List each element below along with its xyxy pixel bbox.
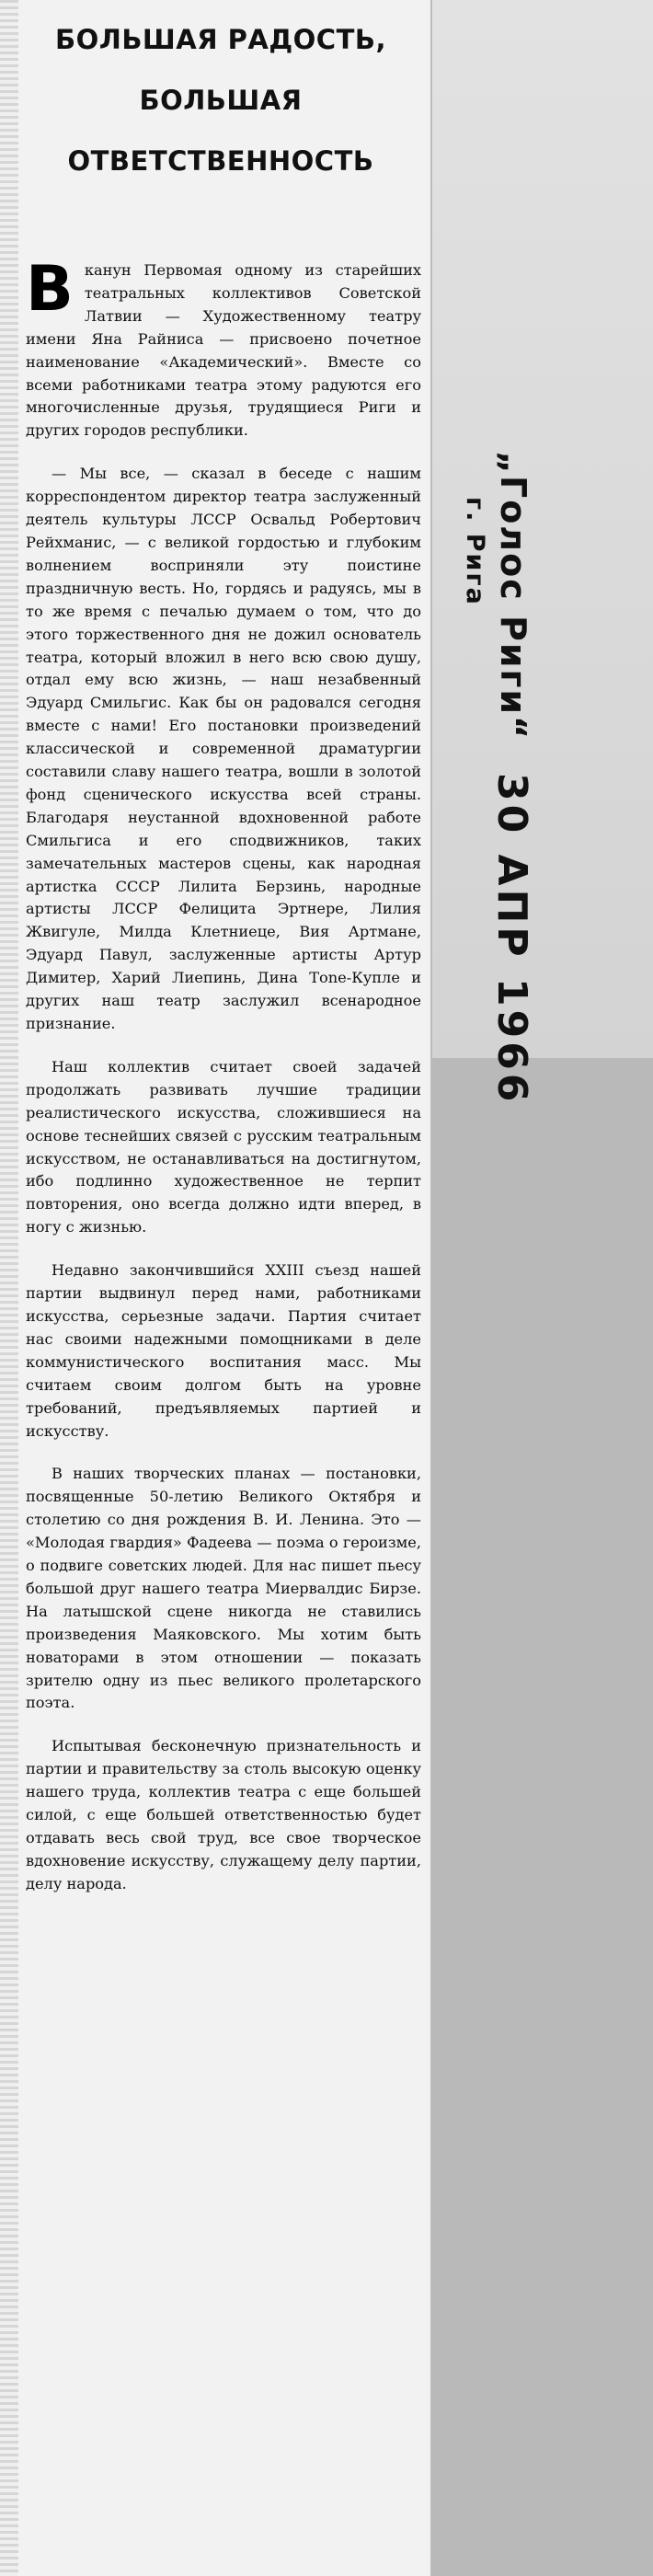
article-paragraph-2: — Мы все, — сказал в беседе с нашим корреспондентом директор театра заслуженный деятель культуры ЛССР Освальд Робертович Рейхманис, — с великой гордостью и глубоким волнением восприняли эту поистине праздничную весть. Но, гордясь и радуясь, мы в то же время с печалью думаем о том, что до этого торжественного дня не дожил основатель театра, который вложил в него всю свою душу, отдал ему всю жизнь, — наш незабвенный Эдуард Смильгис. Как бы он радовался сегодня вместе с нами! Его постановки произведений классической и современной драматургии составили славу нашего театра, вошли в золотой фонд сценического искусства всей страны. Благодаря неустанной вдохновенной работе Смильгиса и его сподвижников, таких замечательных мастеров сцены, как народная артистка СССР Лилита Берзинь, народные артисты ЛССР Фелицита Эртнере, Лилия Жвигуле, Милда Клетниеце, Вия Артмане, Эдуард Павул, заслуженные артисты Артур Димитер, Харий Лиепинь, Дина Тоne-Купле и других наш театр заслужил всенародное признание. — [26, 465, 421, 1032]
article-paragraph-4: Недавно закончившийся XXIII съезд нашей партии выдвинул перед нами, работниками искусства, серьезные задачи. Партия считает нас своими надежными помощниками в деле коммунистического воспитания масс. Мы считаем своим долгом быть на уровне требований, предъявляемых партией и искусству. — [26, 1261, 421, 1440]
clipping-edge-stripe — [0, 0, 18, 2576]
mounting-board-lower — [432, 1058, 653, 2576]
article-paragraph-5: В наших творческих планах — постановки, посвященные 50-летию Великого Октября и столетию со дня рождения В. И. Ленина. Это — «Молодая гвардия» Фадеева — поэма о героизме, о подвиге советских людей. Для нас пишет пьесу большой друг нашего театра Миервалдис Бирзе. На латышской сцене никогда не ставились произведения Маяковского. Мы хотим быть новаторами в этом отношении — показать зрителю одну из пьес великого пролетарского поэта. — [26, 1465, 421, 1712]
article-paragraph-1 — [26, 253, 421, 443]
drop-cap: В — [26, 253, 74, 326]
article-paragraph-1-text: канун Первомая одному из старейших театральных коллективов Советской Латвии — Художественному театру имени Яна Райниса — присвоено почетное наименование «Академический». Вместе со всеми работниками театра этому радуются его многочисленные друзья, трудящиеся Риги и других городов республики. — [26, 261, 421, 440]
headline-line-1: БОЛЬШАЯ РАДОСТЬ, — [54, 24, 386, 55]
headline-line-3: ОТВЕТСТВЕННОСТЬ — [67, 145, 374, 177]
article-paragraph-6: Испытывая бесконечную признательность и партии и правительству за столь высокую оценку нашего труда, коллектив театра с еще большей силой, с еще большей ответственностью будет отдавать весь свой труд, все свое творческое вдохновение искусству, служащему делу партии, делу народа. — [26, 1737, 421, 1892]
headline-block — [18, 9, 423, 258]
article-paragraph-3: Наш коллектив считает своей задачей продолжать развивать лучшие традиции реалистического искусства, сложившиеся на основе теснейших связей с русским театральным искусством, не останавливаться на достигнутом, ибо подлинно художественное не терпит повторения, оно всегда должно идти вперед, в ногу с жизнью. — [26, 1057, 421, 1236]
headline-line-2: БОЛЬШАЯ — [139, 85, 303, 116]
annotation-city: г. Рига — [461, 497, 489, 606]
annotation-source: „Голос Риги“ — [493, 451, 533, 741]
article-body — [26, 253, 421, 1916]
annotation-date: 30 АПР 1966 — [488, 773, 535, 1106]
